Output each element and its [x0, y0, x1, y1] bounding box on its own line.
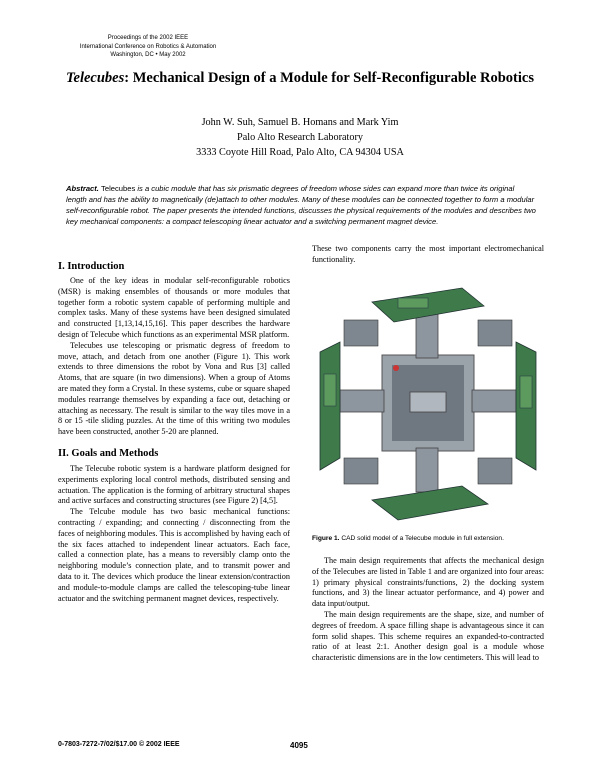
top-pcb [398, 298, 428, 308]
title-rest: : Mechanical Design of a Module for Self-Reconfigurable Robotics [124, 70, 534, 86]
right-paragraph-2: The main design requirements are the shape, size, and number of degrees of freedom. A space filling shape is advantageous since it can form solid shapes. This scheme requires an expanded-to-contracted ratio of at least 2:1. Another design goal is a module whose characteristic dimensions are in the low centimeters. This will lead to [312, 609, 544, 663]
section-1-heading: I. Introduction [58, 261, 125, 272]
corner-board-bottom-right [478, 458, 512, 484]
page-number: 4095 [290, 741, 308, 750]
right-column-lower [312, 556, 544, 664]
left-column [58, 260, 290, 604]
conference-header [58, 34, 238, 60]
section-1-paragraph-1: One of the key ideas in modular self-reconfigurable robotics (MSR) is making ensembles of thousands or more modules that together form a robotic system capable of performing multiple and complex tasks. Many of these systems have been designed simulated and constructed [1,13,14,15,16]. This paper describes the hardware design of Telecube which functions as an experimental MSR platform. [58, 276, 290, 339]
abstract-term: Telecubes [101, 184, 136, 193]
right-column-top [312, 244, 544, 266]
bottom-plate [372, 486, 488, 520]
caption-text: CAD solid model of a Telecube module in full extension. [339, 535, 504, 542]
header-line-3: Washington, DC • May 2002 [110, 52, 186, 58]
right-tube [472, 390, 516, 412]
paper-title [0, 70, 600, 87]
author-affiliation: Palo Alto Research Laboratory [237, 132, 363, 143]
section-1-paragraph-2: Telecubes use telescoping or prismatic degress of freedom to move, attach, and detach from one another (Figure 1). This work extends to three dimensions the robot by Vona and Rus [3] called Atoms, that are square (in two dimensions). When a group of Atoms are mated they form a Crystal. In these systems, cube or square shaped modules rearrange themselves by expanding a face out, detaching or attaching as necessary. The result is similar to the way tiles move in a 8 or 15 -tile sliding puzzles. At the time of this writing two modules have been constructed, another 5-20 are planned. [58, 340, 290, 437]
front-tube [410, 392, 446, 412]
right-paragraph-1: The main design requirements that affects the mechanical design of the Telecubes are listed in Table 1 and are organized into four areas: 1) primary physical constraints/functions, 2) the docking system functions, and 3) the linear actuator performance, and 4) power and data input/output. [312, 556, 544, 609]
author-names: John W. Suh, Samuel B. Homans and Mark Yim [201, 117, 399, 128]
caption-label: Figure 1. [312, 535, 340, 542]
figure-1-caption [312, 534, 544, 543]
section-2-paragraph-1: The Telecube robotic system is a hardware platform designed for experiments exploring local control methods, distributed sensing and actuation. The application is the forming of arbitrary structural shapes and active surfaces and constructing structures (see Figure 2) [4,5]. [58, 463, 290, 506]
indicator-led [393, 365, 399, 371]
left-pcb [324, 374, 336, 406]
author-address: 3333 Coyote Hill Road, Palo Alto, CA 94304 USA [196, 147, 404, 158]
corner-board-top-right [478, 320, 512, 346]
section-2-heading: II. Goals and Methods [58, 447, 159, 459]
left-tube [340, 390, 384, 412]
telecube-cad-illustration [312, 280, 544, 526]
figure-1-telecube-model [312, 280, 544, 526]
header-line-1: Proceedings of the 2002 IEEE [107, 35, 189, 41]
corner-board-bottom-left [344, 458, 378, 484]
bottom-tube [416, 448, 438, 492]
right-pcb [520, 376, 532, 408]
footer-isbn: 0-7803-7272-7/02/$17.00 © 2002 IEEE [58, 741, 180, 748]
right-column-intro: These two components carry the most important electromechanical functionality. [312, 244, 544, 264]
author-block [0, 115, 600, 160]
abstract [66, 183, 536, 227]
section-2-paragraph-2: The Telcube module has two basic mechanical functions: contracting / expanding; and connecting / disconnecting from the faces of neighboring modules. This is accomplished by having each of the six faces attached to independent linear actuators. Each face, called a connection plate, has a means to reversibly clamp onto the neighboring module’s connection plate, and to transmit power and data to it. The devices which produce the linear extension/contraction and module-to-module clamps are called the telescoping-tube linear actuator and the switching permanent magnet devices, respectively. [58, 507, 290, 603]
abstract-text: is a cubic module that has six prismatic degrees of freedom whose sides can expand more than twice its original length and has the ability to magnetically (de)attach to other modules. Many of these modules can be connected together to form a modular self-reconfigurable robot. The paper presents the intended functions, discusses the physical requirements of the modules and describes two key mechanical components: a compact telescoping linear actuator and a switching permanent magnet device. [66, 184, 536, 226]
header-line-2: International Conference on Robotics & Automation [79, 43, 217, 50]
title-italic: Telecubes [66, 70, 125, 86]
abstract-label: Abstract. [66, 184, 99, 193]
corner-board-top-left [344, 320, 378, 346]
